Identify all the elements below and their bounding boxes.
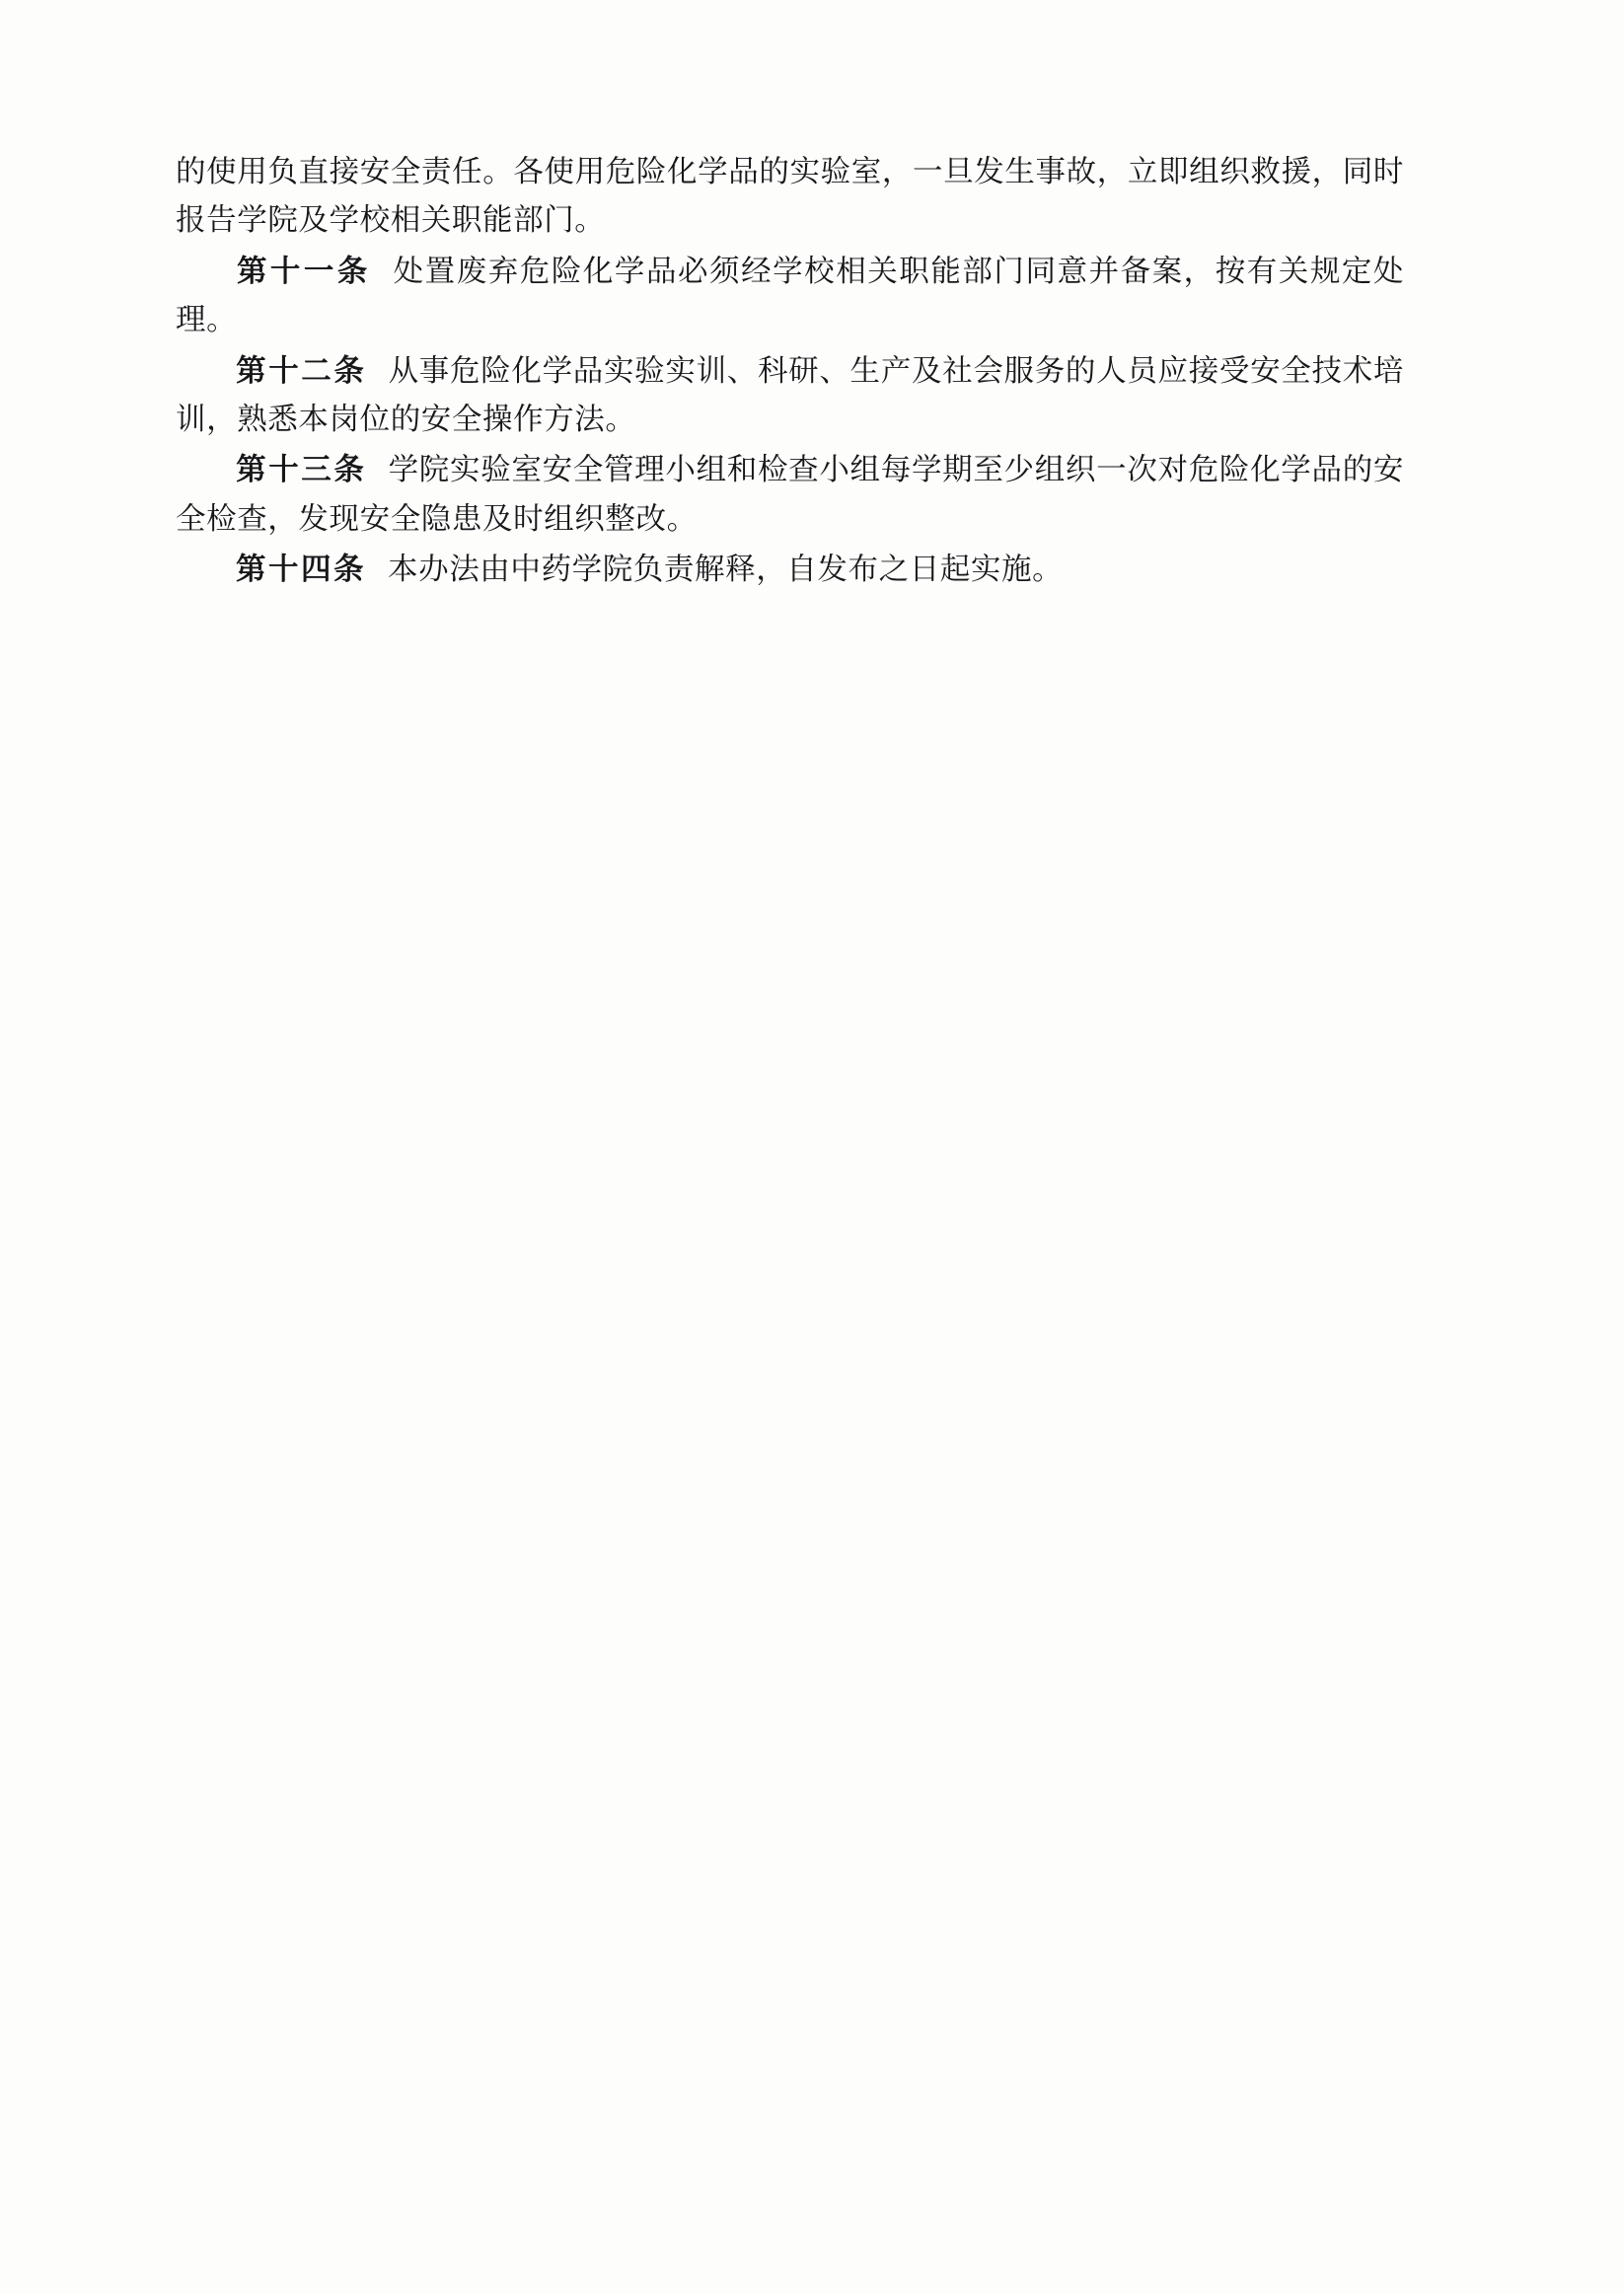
paragraph-article-11 <box>176 248 1404 345</box>
article-label: 第十二条 <box>236 352 367 389</box>
paragraph-text: 处置废弃危险化学品必须经学校相关职能部门同意并备案，按有关规定处理。 <box>176 254 1404 338</box>
article-label: 第十四条 <box>236 552 366 588</box>
paragraph-continuation <box>176 148 1404 246</box>
paragraph-article-14 <box>176 546 1404 594</box>
paragraph-article-13 <box>176 446 1404 544</box>
article-label: 第十三条 <box>236 452 367 488</box>
document-body <box>176 148 1404 597</box>
paragraph-text: 本办法由中药学院负责解释，自发布之日起实施。 <box>388 553 1064 588</box>
paragraph-text: 的使用负直接安全责任。各使用危险化学品的实验室，一旦发生事故，立即组织救援，同时报告学院及学校相关职能部门。 <box>176 155 1404 239</box>
paragraph-text: 从事危险化学品实验实训、科研、生产及社会服务的人员应接受安全技术培训，熟悉本岗位的安全操作方法。 <box>176 353 1404 438</box>
paragraph-article-12 <box>176 347 1404 445</box>
article-label: 第十一条 <box>236 253 371 289</box>
paragraph-text: 学院实验室安全管理小组和检查小组每学期至少组织一次对危险化学品的安全检查，发现安全隐患及时组织整改。 <box>176 453 1404 537</box>
